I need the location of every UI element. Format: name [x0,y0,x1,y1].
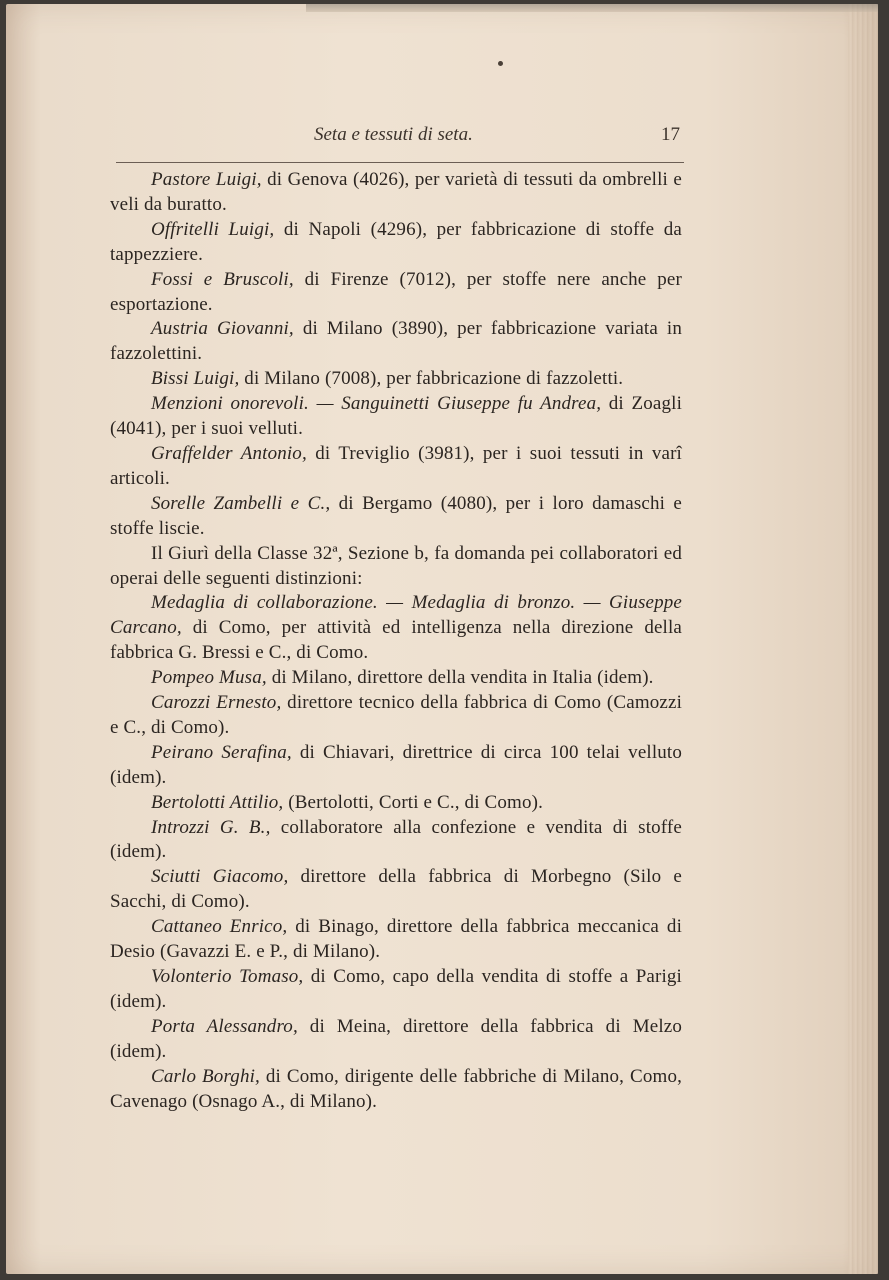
entry-name: Bertolotti Attilio, [151,791,284,813]
entry [110,865,682,915]
entry-text: di Binago, direttore della fabbrica meccanica di Desio (Gavazzi E. e P., di Milano). [110,916,682,963]
entry-name: Carozzi Ernesto, [151,692,282,714]
entry-name: Austria Giovanni, [151,318,294,340]
entry-text: di Treviglio (3981), per i suoi tessuti in varî articoli. [110,442,682,489]
entry [110,268,682,318]
entry-name: Medaglia di collaborazione. — Medaglia di bronzo. — Giuseppe Carcano, [110,592,682,639]
entry-name: Carlo Borghi, [151,1065,260,1087]
entry [110,666,682,691]
entry-text: di Genova (4026), per varietà di tessuti da ombrelli e veli da buratto. [110,169,682,215]
entry-text: (Bertolotti, Corti e C., di Como). [283,791,543,813]
entry [110,691,682,741]
entry [110,168,682,218]
entry-name: Sorelle Zambelli e C., [151,492,331,514]
entry-name: Menzioni onorevoli. — Sanguinetti Giuseppe fu Andrea, [151,393,602,415]
entry-name: Bissi Luigi, [151,368,240,390]
running-title: Seta e tessuti di seta. [314,124,473,145]
entry [110,965,682,1015]
entry-text: di Meina, direttore della fabbrica di Melzo (idem). [110,1015,683,1062]
entry-name: Introzzi G. B., [151,816,271,838]
entry-text: collaboratore alla confezione e vendita di stoffe (idem). [110,816,682,863]
entry-text: di Milano (3890), per fabbricazione variata in fazzolettini. [110,318,683,365]
entry-text: Il Giurì della Classe 32ª, Sezione b, fa domanda pei collaboratori ed operai delle seguenti distinzioni: [110,542,682,589]
entry-text: di Como, capo della vendita di stoffe a Parigi (idem). [110,966,682,1012]
entry-name: Pompeo Musa, [151,667,267,689]
entry-text: di Milano (7008), per fabbricazione di fazzoletti. [239,368,624,390]
entry-name: Fossi e Bruscoli, [151,268,294,290]
entry-text: di Milano, direttore della vendita in Italia (idem). [266,667,654,689]
entry-name: Volonterio Tomaso, [151,966,304,987]
entry [110,791,682,816]
entry [110,915,682,965]
ink-spot [498,61,503,66]
entry-text: di Chiavari, direttrice di circa 100 telai velluto (idem). [110,741,683,788]
page-header [116,122,684,163]
entry [110,442,682,492]
entry-name: Graffelder Antonio, [151,442,307,464]
entry [110,816,682,866]
entry [110,317,682,367]
entry-name: Offritelli Luigi, [151,218,275,240]
entry-text: di Zoagli (4041), per i suoi velluti. [110,393,682,440]
entry [110,542,682,592]
entry-text: di Como, dirigente delle fabbriche di Milano, Como, Cavenago (Osnago A., di Milano). [110,1065,682,1112]
entry [110,591,682,666]
entry-text: di Como, per attività ed intelligenza nella direzione della fabbrica G. Bressi e C., di Como. [110,617,682,664]
entry-name: Porta Alessandro, [151,1015,298,1037]
entry [110,492,682,542]
entry [110,1065,682,1115]
entry [110,1015,682,1065]
entry-name: Sciutti Giacomo, [151,866,289,888]
entry-text: di Bergamo (4080), per i loro damaschi e stoffe liscie. [110,492,682,539]
entry [110,392,682,442]
entry [110,741,682,791]
entry-text: di Firenze (7012), per stoffe nere anche per esportazione. [110,268,682,315]
page-body [110,168,682,1114]
entry-text: di Napoli (4296), per fabbricazione di stoffe da tappezziere. [110,218,682,265]
entry-text: direttore della fabbrica di Morbegno (Silo e Sacchi, di Como). [110,866,682,913]
entry [110,367,682,392]
top-strip [306,4,878,12]
entry [110,218,682,268]
entry-text: direttore tecnico della fabbrica di Como (Camozzi e C., di Como). [110,692,682,738]
entry-name: Pastore Luigi, [151,169,262,190]
page-edge [848,4,878,1274]
entry-name: Peirano Serafina, [151,741,292,763]
book-page [6,4,878,1274]
page-number: 17 [661,124,680,145]
entry-name: Cattaneo Enrico, [151,916,288,938]
